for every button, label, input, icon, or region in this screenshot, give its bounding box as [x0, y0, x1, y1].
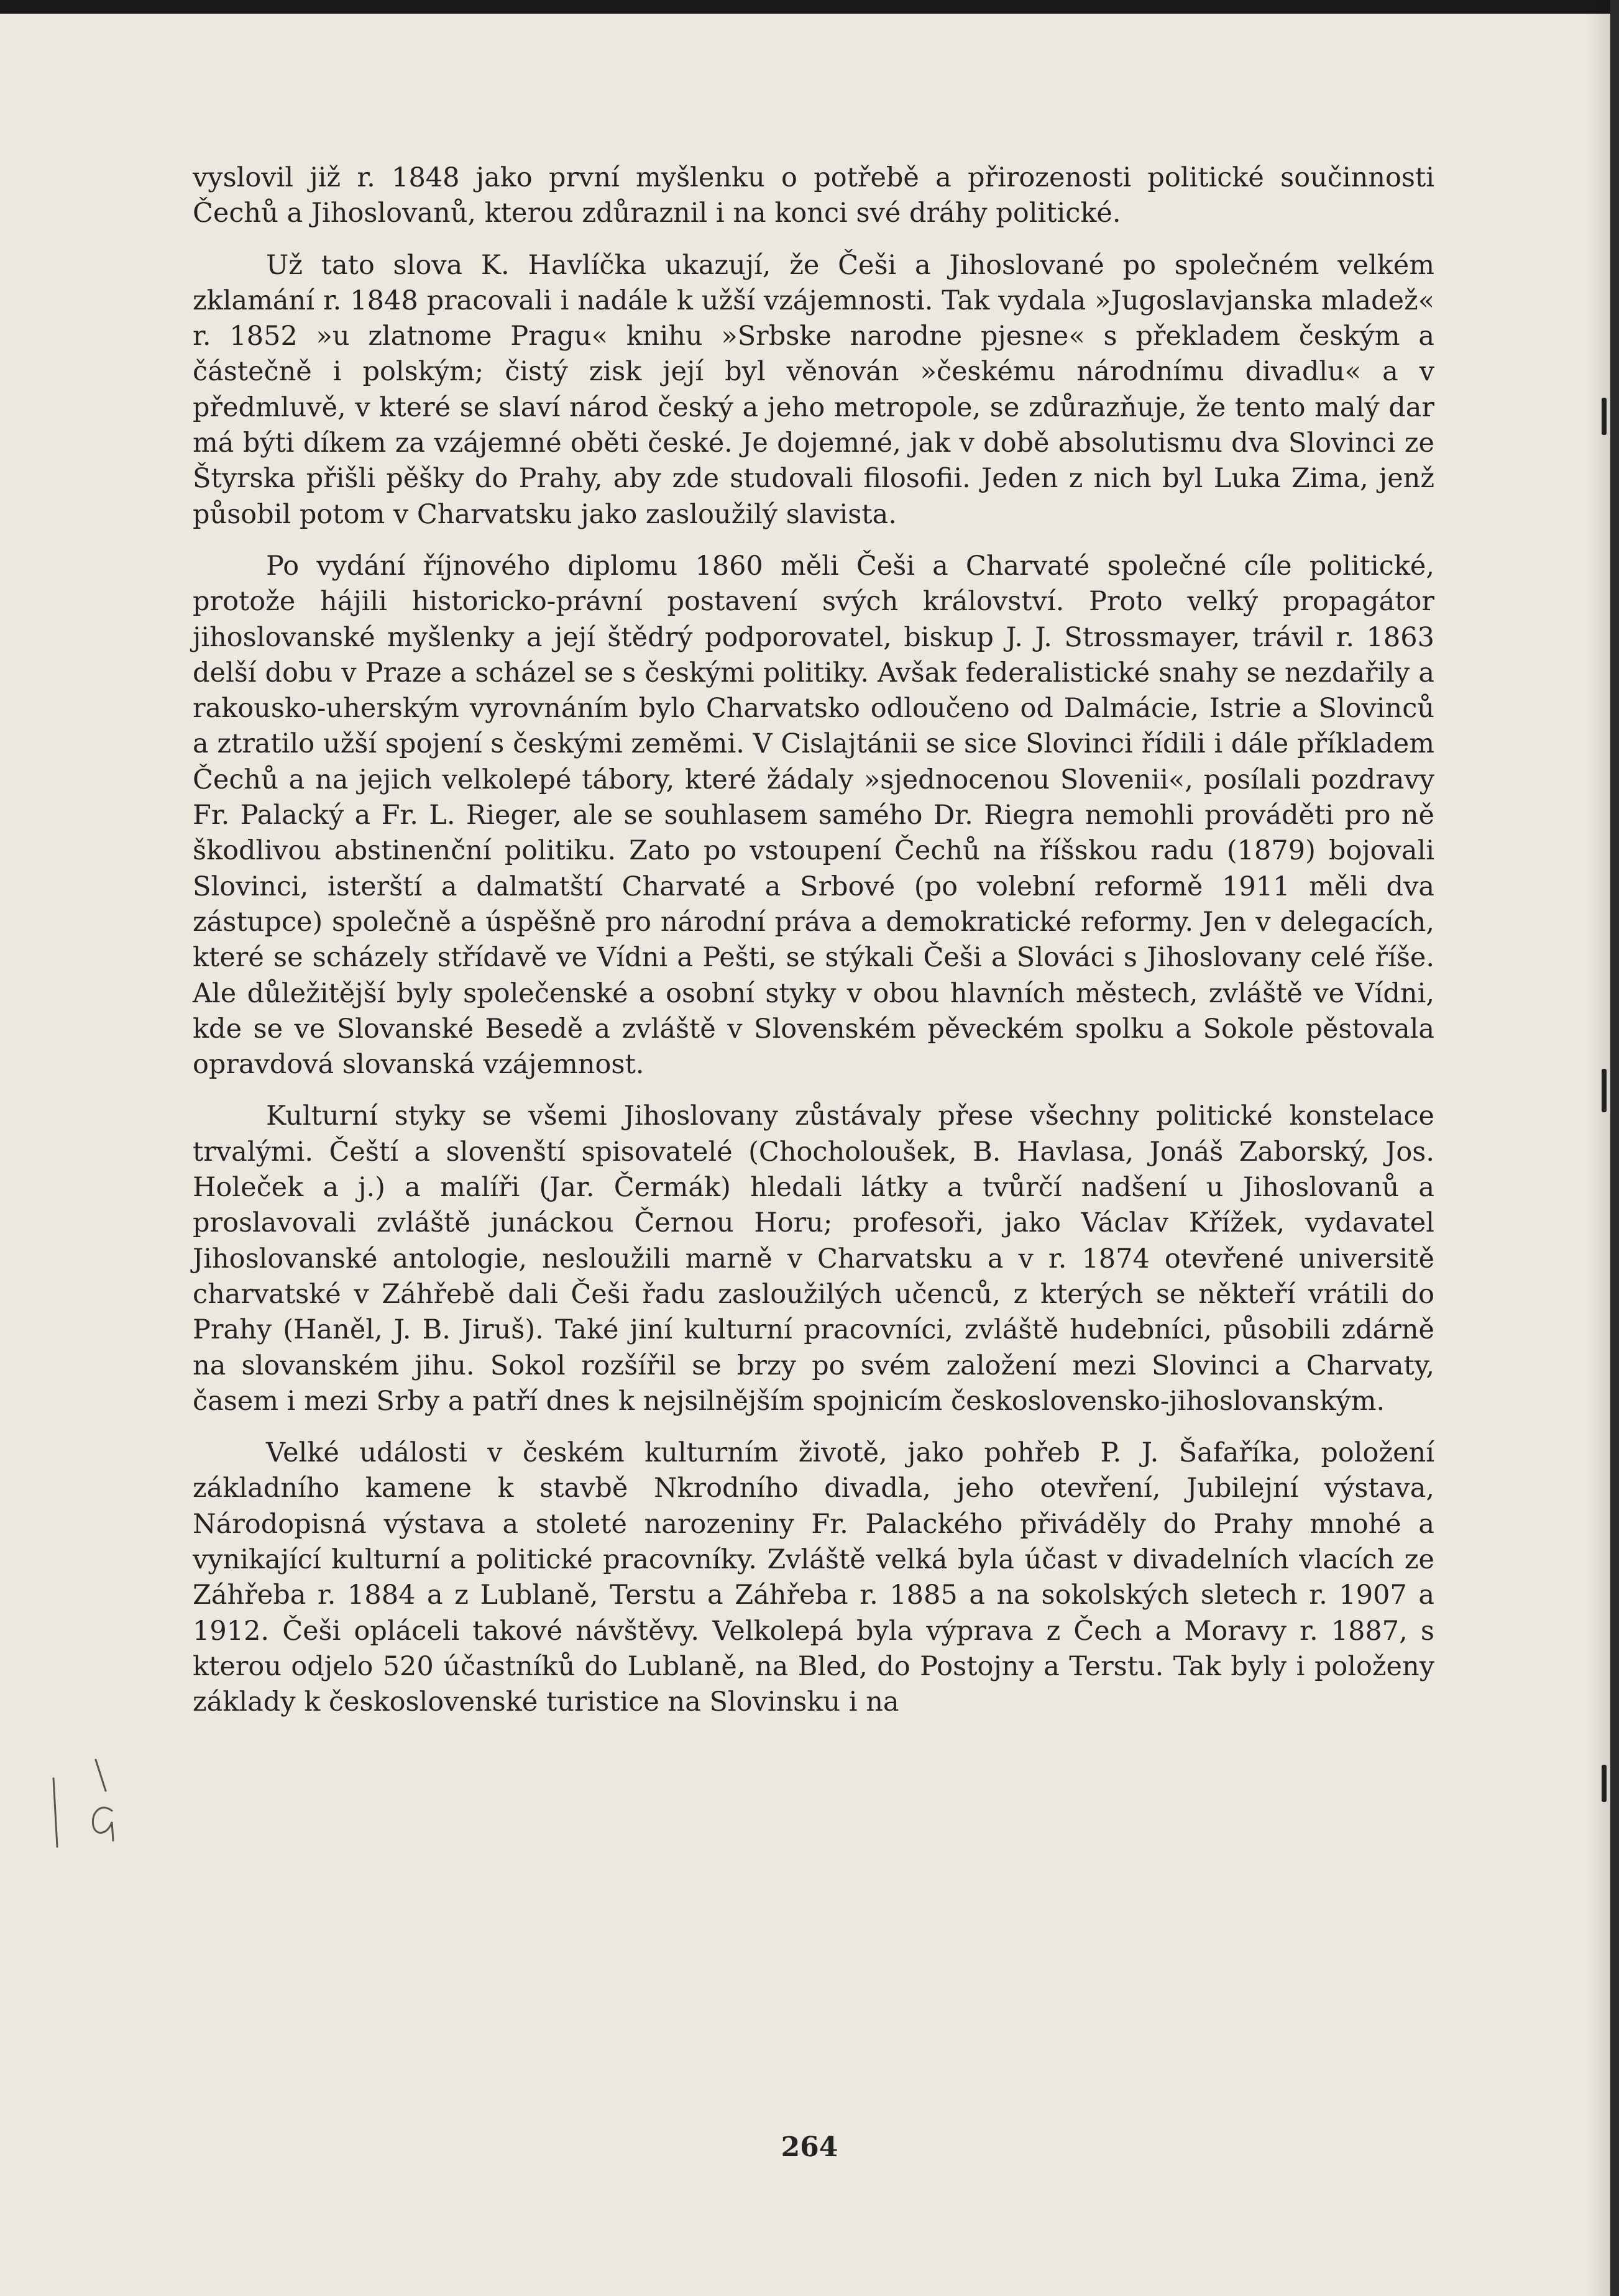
paragraph: Už tato slova K. Havlíčka ukazují, že Češi a Jihoslované po společném velkém zklamání r. 1848 pracovali i nadále k užší vzájemnosti. Tak vydala »Jugoslavjanska mladež« r. 1852 »u zlatnome Pragu« knihu »Srbske narodne pjesne« s překladem českým a částečně i polským; čistý zisk její byl věnován »českému národnímu divadlu« a v předmluvě, v které se slaví národ český a jeho metropole, se zdůrazňuje, že tento malý dar má býti díkem za vzájemné oběti české. Je dojemné, jak v době absolutismu dva Slovinci ze Štyrska přišli pěšky do Prahy, aby zde studovali filosofii. Jeden z nich byl Luka Zima, jenž působil potom v Charvatsku jako zasloužilý slavista. — [193, 249, 1434, 530]
body-text — [193, 160, 1434, 1736]
paragraph: Po vydání říjnového diplomu 1860 měli Češi a Charvaté společné cíle politické, protože hájili historicko-právní postavení svých království. Proto velký propagátor jihoslovanské myšlenky a její štědrý podporovatel, biskup J. J. Strossmayer, trávil r. 1863 delší dobu v Praze a scházel se s českými politiky. Avšak federalistické snahy se nezdařily a rakousko-uherským vyrovnáním bylo Charvatsko odloučeno od Dalmácie, Istrie a Slovinců a ztratilo užší spojení s českými zeměmi. V Cislajtánii se sice Slovinci řídili i dále příkladem Čechů a na jejich velkolepé tábory, které žádaly »sjednocenou Slovenii«, posílali pozdravy Fr. Palacký a Fr. L. Rieger, ale se souhlasem samého Dr. Riegra nemohli prováděti pro ně škodlivou abstinenční politiku. Zato po vstoupení Čechů na říšskou radu (1879) bojovali Slovinci, isterští a dalmatští Charvaté a Srbové (po volební reformě 1911 měli dva zástupce) společně a úspěšně pro národní práva a demokratické reformy. Jen v delegacích, které se scházely střídavě ve Vídni a Pešti, se stýkali Češi a Slováci s Jihoslovany celé říše. Ale důležitější byly společenské a osobní styky v obou hlavních městech, zvláště ve Vídni, kde se ve Slovanské Besedě a zvláště v Slovenském pěveckém spolku a Sokole pěstovala opravdová slovanská vzájemnost. — [193, 550, 1434, 1081]
page-number: 264 — [781, 2131, 838, 2163]
paragraph: Kulturní styky se všemi Jihoslovany zůstávaly přese všechny politické konstelace trvalými. Čeští a slovenští spisovatelé (Chocholoušek, B. Havlasa, Jonáš Zaborský, Jos. Holeček a j.) a malíři (Jar. Čermák) hledali látky a tvůrčí nadšení u Jihoslovanů a proslavovali zvláště junáckou Černou Horu; profesoři, jako Václav Křížek, vydavatel Jihoslovanské antologie, nesloužili marně v Charvatsku a v r. 1874 otevřené universitě charvatské v Záhřebě dali Češi řadu zasloužilých učenců, z kterých se někteří vrátili do Prahy (Haněl, J. B. Jiruš). Také jiní kulturní pracovníci, zvláště hudebníci, působili zdárně na slovanském jihu. Sokol rozšířil se brzy po svém založení mezi Slovinci a Charvaty, časem i mezi Srby a patří dnes k nejsilnějším spojnicím československo-jihoslovanským. — [193, 1100, 1434, 1417]
binding-mark — [1602, 1765, 1607, 1802]
paragraph: vyslovil již r. 1848 jako první myšlenku o potřebě a přirozenosti politické součinnosti Čechů a Jihoslovanů, kterou zdůraznil i na konci své dráhy politické. — [193, 162, 1434, 229]
paragraph: Velké události v českém kulturním životě, jako pohřeb P. J. Šafaříka, položení základního kamene k stavbě Nkrodního divadla, jeho otevření, Jubilejní výstava, Národopisná výstava a stoleté narozeniny Fr. Palackého přiváděly do Prahy mnohé a vynikající kulturní a politické pracovníky. Zvláště velká byla účast v divadelních vlacích ze Záhřeba r. 1884 a z Lublaně, Terstu a Záhřeba r. 1885 a na sokolských sletech r. 1907 a 1912. Češi opláceli takové návštěvy. Velkolepá byla výprava z Čech a Moravy r. 1887, s kterou odjelo 520 účastníků do Lublaně, na Bled, do Postojny a Terstu. Tak byly i položeny základy k československé turistice na Slovinsku i na — [193, 1437, 1434, 1718]
handwritten-note-icon — [44, 1754, 137, 1872]
handwritten-margin-note — [44, 1754, 137, 1872]
binding-mark — [1602, 1069, 1607, 1112]
scan-top-edge — [0, 0, 1619, 14]
binding-mark — [1602, 398, 1607, 435]
scan-right-edge — [1610, 0, 1619, 2296]
binding-shadow — [1585, 0, 1610, 2296]
